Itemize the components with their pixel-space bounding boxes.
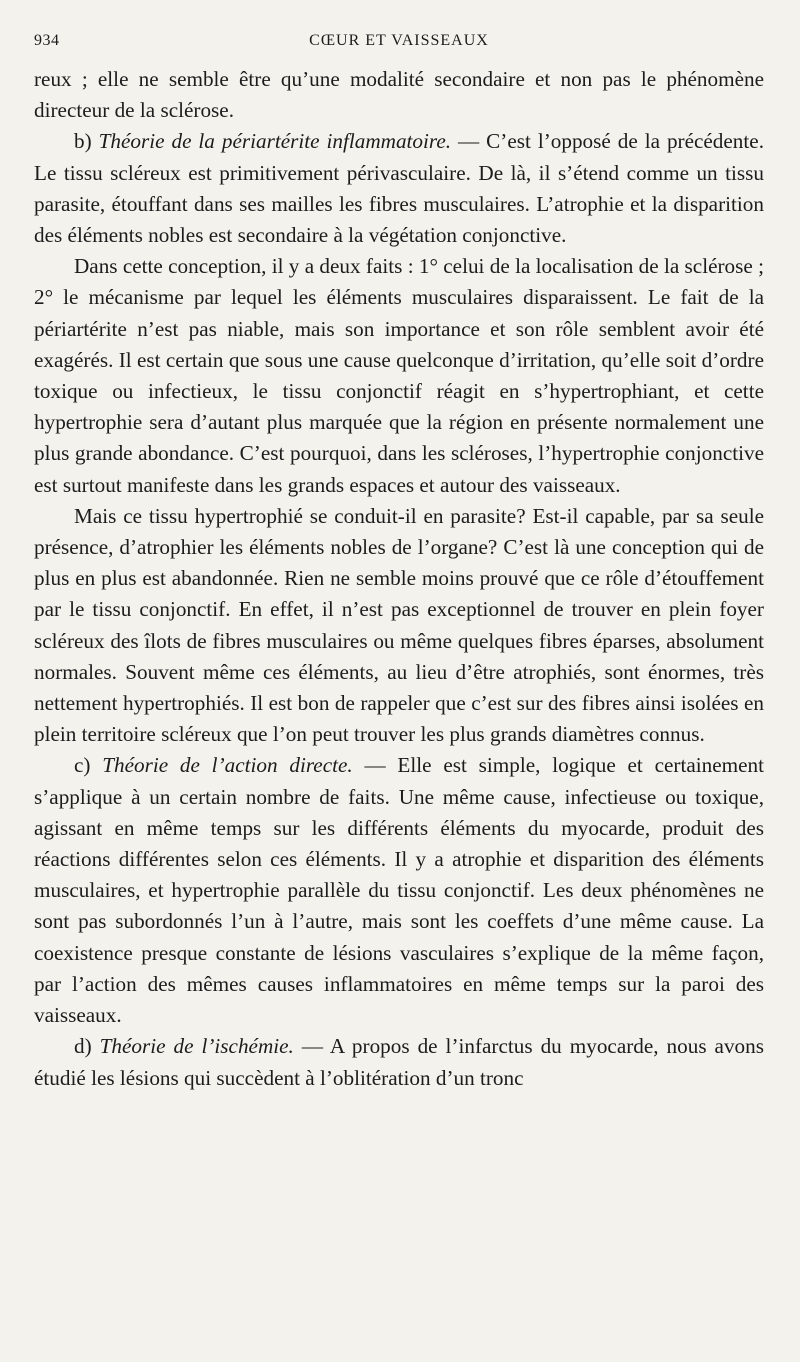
paragraph-theory-c — [34, 750, 764, 1031]
section-title: Théorie de l’ischémie. — [99, 1034, 294, 1059]
paragraph-text: reux ; elle ne semble être qu’une modalité secondaire et non pas le phénomène directeur de la sclérose. — [34, 67, 764, 123]
paragraph-text: Dans cette conception, il y a deux faits : 1° celui de la localisation de la sclérose ; 2° le mécanisme par lequel les éléments musculaires disparaissent. Le fait de la périartérite n’est pas niable, mais son importance et son rôle semblent avoir été exagérés. Il est certain que sous une cause quelconque d’irritation, qu’elle soit d’ordre toxique ou infectieux, le tissu conjonctif réagit en s’hypertrophiant, et cette hypertrophie sera d’autant plus marquée que la région en présente normalement une plus grande abondance. C’est pourquoi, dans les scléroses, l’hypertrophie conjonctive est surtout manifeste dans les grands espaces et autour des vaisseaux. — [34, 254, 764, 497]
page-number: 934 — [34, 32, 60, 49]
paragraph-text: — Elle est simple, logique et certainement s’applique à un certain nombre de faits. Une même cause, infectieuse ou toxique, agissant en même temps sur les différents éléments du myocarde, produit des réactions différentes selon ces éléments. Il y a atrophie et disparition des éléments musculaires, et hypertrophie parallèle du tissu conjonctif. Les deux phénomènes ne sont pas subordonnés l’un à l’autre, mais sont les coeffets d’une même cause. La coexistence presque constante de lésions vasculaires s’explique de la même façon, par l’action des mêmes causes inflammatoires en même temps sur la paroi des vaisseaux. — [34, 753, 764, 1028]
paragraph-text: — A propos de l’infarctus du myocarde, nous avons étudié les lésions qui succèdent à l’oblitération d’un tronc — [34, 1034, 764, 1090]
paragraph-theory-b — [34, 126, 764, 251]
section-title: Théorie de la périartérite inflammatoire. — [98, 129, 452, 154]
paragraph-continued — [34, 64, 764, 126]
chapter-title: CŒUR ET VAISSEAUX — [309, 32, 489, 49]
body-text — [34, 64, 764, 1094]
section-title: Théorie de l’action directe. — [102, 753, 353, 778]
paragraph-theory-d — [34, 1031, 764, 1093]
section-label: b) — [74, 129, 99, 154]
paragraph — [34, 501, 764, 751]
section-label: c) — [74, 753, 103, 778]
section-label: d) — [74, 1034, 100, 1059]
paragraph-text: Mais ce tissu hypertrophié se conduit-il en parasite? Est-il capable, par sa seule présence, d’atrophier les éléments nobles de l’organe? C’est là une conception qui de plus en plus est abandonnée. Rien ne semble moins prouvé que ce rôle d’étouffement par le tissu conjonctif. En effet, il n’est pas exceptionnel de trouver en plein foyer scléreux des îlots de fibres musculaires ou même quelques fibres éparses, absolument normales. Souvent même ces éléments, au lieu d’être atrophiés, sont énormes, très nettement hypertrophiés. Il est bon de rappeler que c’est sur des fibres ainsi isolées en plein territoire scléreux que l’on peut trouver les plus grands diamètres connus. — [34, 503, 764, 747]
running-head — [34, 28, 764, 64]
paragraph-text: — C’est l’opposé de la précédente. Le tissu scléreux est primitivement périvasculaire. De là, il s’étend comme un tissu parasite, étouffant dans ses mailles les fibres musculaires. L’atrophie et la disparition des éléments nobles est secondaire à la végétation conjonctive. — [34, 129, 764, 248]
paragraph — [34, 251, 764, 501]
